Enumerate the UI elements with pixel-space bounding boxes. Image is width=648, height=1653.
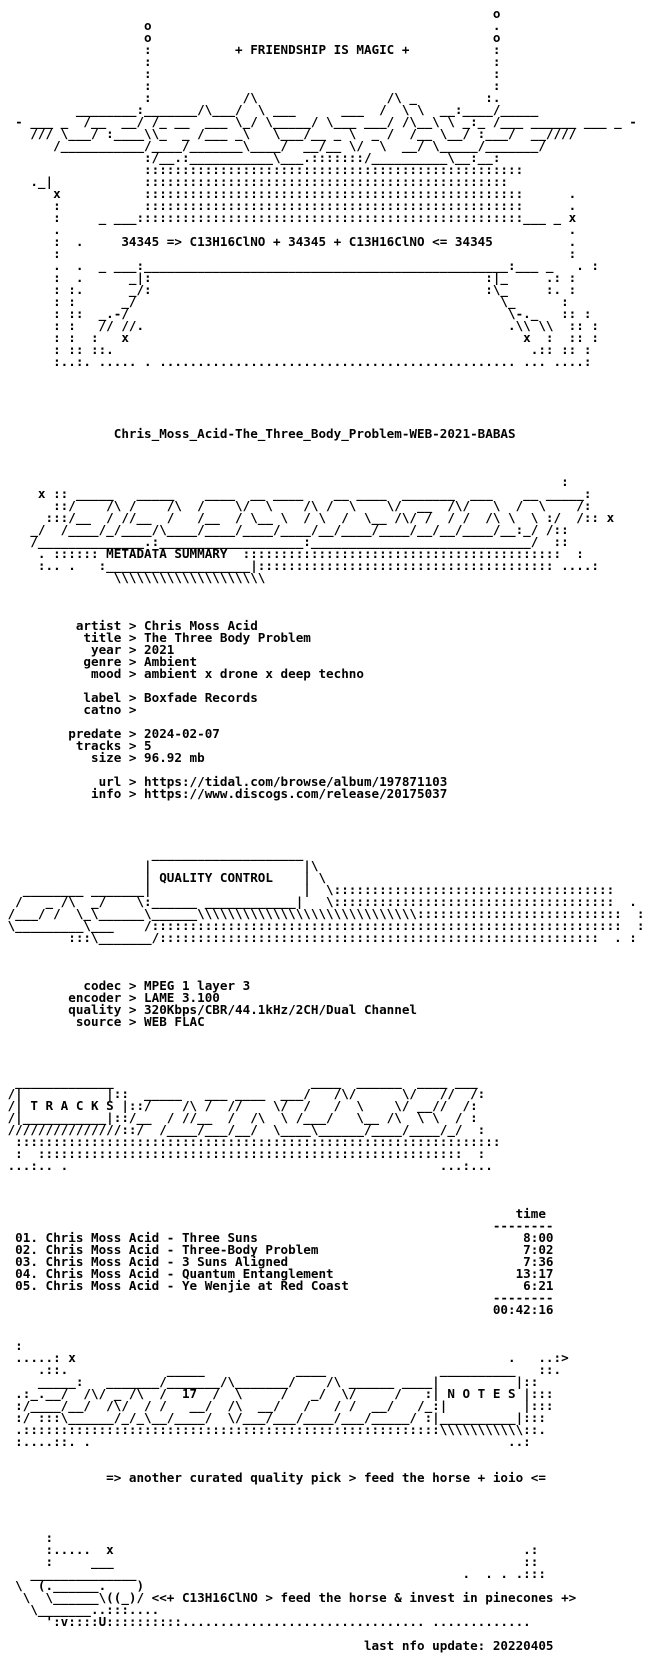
nfo-text-art: o o . o o : + FRIENDSHIP IS MAGIC + : : : : : : : : /\ /\ _ :. ________:_______/\___/ \ ___ ___ / \ \ __:____/_____ - ___ _ /__ __/ /_ __ ___ \_/ \_____/ \___ ___/ /\__\ \ _:_ /___ ______ ___ _ - /// \___/ :____\\_ _ /___ _\ \___/__ _ \ _ / /__ \__/ :___/ __//// /___________/____/_______\____/ __/__ \/ \ __/ \_____/_______/ :/__.:___________\___.:::::::/__________\__:__: :::::::::::::::::::::::::::::::::::::::::::::::::: ._| :::::::::::::::::::::::::::::::::::::::::::::::: x :::::::::::::::::::::::::::::::::::::::::::::::::: . : :::::::::::::::::::::::::::::::::::::::::::::::::: . : _ ___:::::::::::::::::::::::::::::::::::::::::::::::::::___ _ x . . : . 34345 => C13H16ClNO + 34345 + C13H16ClNO <= 34345 . : : . . _ ___:________________________________________________:___ _ . : : . _|: :|_ .: : : :. _/: :\_ :. : : : _/ \_ : : :: _.-/ \-._ :: : : : // //. .\\ \\ :: : : : : x x : :: : : :: ::. .:: :: : :..:. ..... . ............................................... ... ....: Chris_Moss_Acid-The_Three_Body_Problem-WEB-2021-BABAS : x :: _____ _____ ____ __ ____ __ ____ _______ ___ __ _____: ::/ /\ / /\ / \/ \ /\ / \ \/ __ /\/ \ / \ /: :::/__ / //__ / /__ / \__ \ / \ / \__ /\/ / / / /\ \ \ :/ /:: x _/ /____/_/____/\____/____/____/____/__/____/____/__/__/____/__:_/ /:: /______________.:___________________:_____________________________/ :: . :::::: METADATA SUMMARY :::::::::::::::::::::::::::::::::::::::::: : :.. . :___________________|::::::::::::::::::::::::::::::::::::::: ....: \\\\\\\\\\\\\\\\\\\\ artist > Chris Moss Acid title > The Three Body Problem year > 2021 genre > Ambient mood > ambient x drone x deep techno label > Boxfade Records catno > predate > 2024-02-07 tracks > 5 size > 96.92 mb url > https://tidal.com/browse/album/197871103 info > https://www.discogs.com/release/20175037 ____________________ | |\ | QUALITY CONTROL | \ ________ _______| | \::::::::::::::::::::::::::::::::::::: / _ /\ _/ \:______ ____________| \::::::::::::::::::::::::::::::::::::: . /___/ / \_\______\______\\\\\\\\\\\\\\\\\\\\\\\\\\\\\::::::::::::::::::::::::::: : \_________\___ /:::::::::::::::::::::::::::::::::::::::::::::::::::::::::::::: : :::\_______/:::::::::::::::::::::::::::::::::::::::::::::::::::::::::: . : codec > MPEG 1 layer 3 encoder > LAME 3.100 quality > 320Kbps/CBR/44.1kHz/2CH/Dual Channel source > WEB FLAC _____________ ____ ______ ____ ___ /| |:: _____ ___ ____ ___/ /\/ \/ // /: /| T R A C K S |::/ /\ / // \/ / / \ \/ __// /: /|___________|::/__ / //__ / /\ \ /___/ \__ /\ \ \ / : ///////////////::/ /____/___/__/ \____\______/____/____/_/ : :::::::::::::::::::::::::::::::::::::::::::::::::::::::::::::::: : :::::::::::::::::::::::::::::::::::::::::::::::::::::::: : ...:.. . ...:... time -------- 01. Chris Moss Acid - Three Suns 8:00 02. Chris Moss Acid - Three-Body Problem 7:02 03. Chris Moss Acid - 3 Suns Aligned 7:36 04. Chris Moss Acid - Quantum Entanglement 13:17 05. Chris Moss Acid - Ye Wenjie at Red Coast 6:21 -------- 00:42:16 : .....: x . ..:> .::. _____ ____ __________ ::. _____: _______/_______/\_______/ /\ ______ ____| |:: .:_.__/ /\/ _ /\ / 17 / \ / _/ \/ / :| N O T E S |::: :/____/__/ /\/ / / __/ /\ __/ / / / __/ /_:| |::: :/ :::\______/_/_\__/____/ \/___/___/____/___/_____/ :|__________|::: .:::::::::::::::::::::::::::::::::::::::::::::::::::::::\\\\\\\\\\\::. :....::. . ..: => another curated quality pick > feed the horse + ioio <= : :..... x .: : ___ :: ______________ . . . .::: \ (.______. ) \ \______\((_)/ <<+ C13H16ClNO > feed the horse & invest in pinecones +> \_______..:::.... ':v::::U::::::::::................................ ............. last nfo update: 20220405 xyxy=(7,6,645,1653)
